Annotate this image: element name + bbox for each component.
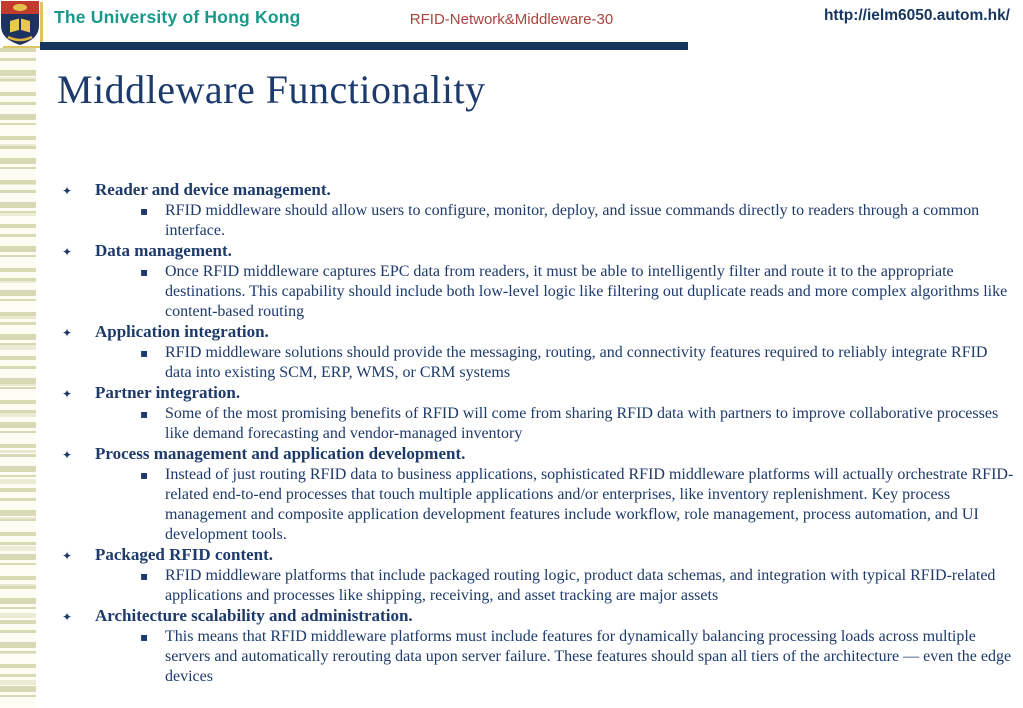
bullet-detail [0,343,1023,383]
bullet-heading [0,180,1023,201]
university-name: The University of Hong Kong [54,7,301,27]
bullet-detail [0,404,1023,444]
course-code: RFID-Network&Middleware-30 [409,11,614,28]
diamond-bullet-icon: ✦ [62,184,73,198]
bullet-heading-text: Architecture scalability and administration. [95,606,413,625]
bullet-heading-text: Partner integration. [95,383,241,402]
square-bullet-icon: ▪ [140,265,149,279]
bullet-heading [0,545,1023,566]
bullet-detail-text: RFID middleware should allow users to configure, monitor, deploy, and issue commands directly to readers through a common interface. [165,202,980,239]
square-bullet-icon: ▪ [140,630,149,644]
square-bullet-icon: ▪ [140,468,149,482]
bullet-detail [0,566,1023,606]
bullet-detail [0,465,1023,545]
bullet-heading [0,322,1023,343]
bullet-detail [0,627,1023,687]
bullet-detail-text: Once RFID middleware captures EPC data from readers, it must be able to intelligently filter and route it to the appropriate destinations. This capability should include both low-level logic like filtering out duplicate reads and more complex algorithms like content-based routing [165,263,1008,320]
header-divider-bar [40,42,688,50]
diamond-bullet-icon: ✦ [62,448,73,462]
bullet-heading-text: Application integration. [95,322,269,341]
bullet-detail [0,262,1023,322]
bullet-detail-text: RFID middleware platforms that include packaged routing logic, product data schemas, and integration with typical RFID-related applications and processes like shipping, receiving, and asset tracking are major assets [165,567,996,604]
square-bullet-icon: ▪ [140,204,149,218]
page-title: Middleware Functionality [57,67,486,112]
square-bullet-icon: ▪ [140,407,149,421]
header-url: http://ielm6050.autom.hk/ [823,7,1010,24]
bullet-heading-text: Reader and device management. [95,180,331,199]
diamond-bullet-icon: ✦ [62,549,73,563]
slide-header [0,0,1023,52]
bullet-detail-text: Instead of just routing RFID data to business applications, sophisticated RFID middleware platforms will actually orchestrate RFID-related end-to-end processes that touch multiple applications and/or enterprises, like inventory replenishment. Key process management and composite application development features include workflow, role management, process automation, and UI development tools. [165,466,1014,543]
bullet-heading-text: Packaged RFID content. [95,545,274,564]
diamond-bullet-icon: ✦ [62,245,73,259]
bullet-heading-text: Data management. [95,241,232,260]
bullet-heading [0,241,1023,262]
square-bullet-icon: ▪ [140,346,149,360]
bullet-detail-text: Some of the most promising benefits of RFID will come from sharing RFID data with partners to improve collaborative processes like demand forecasting and vendor-managed inventory [165,405,999,442]
diamond-bullet-icon: ✦ [62,326,73,340]
bullet-heading [0,606,1023,627]
diamond-bullet-icon: ✦ [62,610,73,624]
bullet-detail-text: RFID middleware solutions should provide the messaging, routing, and connectivity features required to reliably integrate RFID data into existing SCM, ERP, WMS, or CRM systems [165,344,988,381]
bullet-heading [0,444,1023,465]
bullet-detail-text: This means that RFID middleware platforms must include features for dynamically balancing processing loads across multiple servers and automatically rerouting data upon server failure. These features should span all tiers of the architecture — even the edge devices [165,628,1012,685]
square-bullet-icon: ▪ [140,569,149,583]
bullet-detail [0,201,1023,241]
diamond-bullet-icon: ✦ [62,387,73,401]
bullet-heading [0,383,1023,404]
bullet-heading-text: Process management and application development. [95,444,466,463]
bullet-list [0,180,1023,687]
